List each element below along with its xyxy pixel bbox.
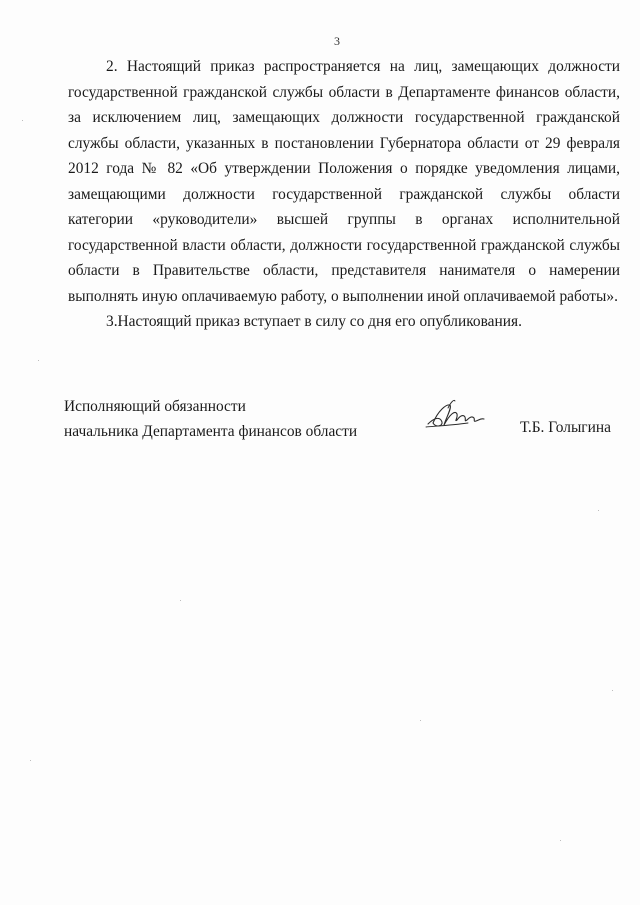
paragraph-2: 2. Настоящий приказ распространяется на лиц, замещающих должности государственной гражданской службы области в Департаменте финансов области, за исключением лиц, замещающих должности государственной гражданской службы области, указанных в постановлении Губернатора области от 29 февраля 2012 года № 82 «Об утверждении Положения о порядке уведомления лицами, замещающими должности государственной гражданской службы области категории «руководители» высшей группы в органах исполнительной государственной власти области, должности государственной гражданской службы области в Правительстве области, представителя нанимателя о намерении выполнять иную оплачиваемую работу, о выполнении иной оплачиваемой работы». <box>68 58 620 305</box>
signatory-position-line2: начальника Департамента финансов области <box>64 423 358 440</box>
page-number: 3 <box>334 34 340 48</box>
order-body <box>68 54 620 335</box>
paragraph-3: 3.Настоящий приказ вступает в силу со дня его опубликования. <box>106 313 522 330</box>
signatory-position-line1: Исполняющий обязанности <box>64 398 246 415</box>
handwritten-signature <box>424 396 488 434</box>
signatory-name: Т.Б. Голыгина <box>520 419 611 436</box>
